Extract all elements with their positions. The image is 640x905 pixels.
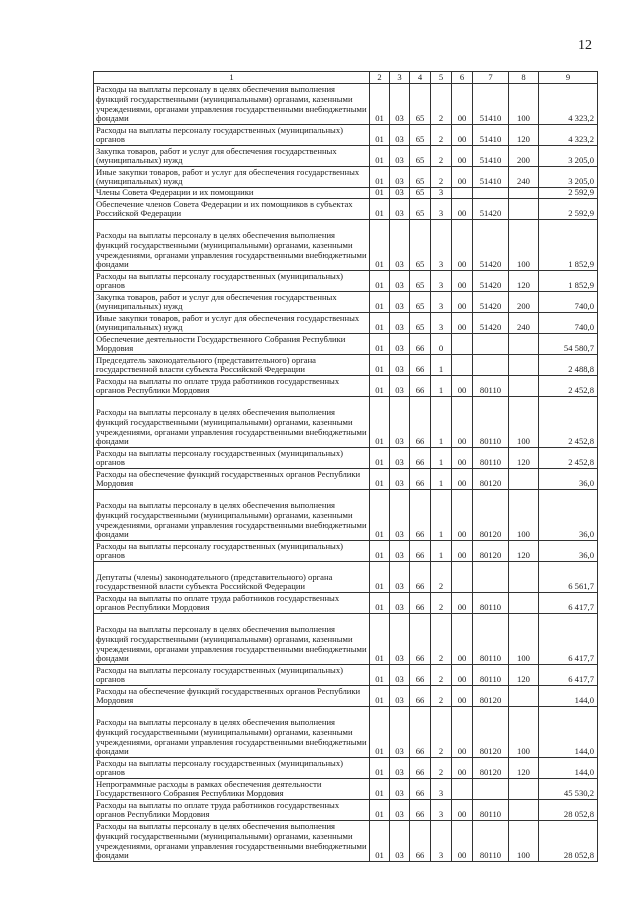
column-header: 4: [410, 72, 431, 84]
row-name: Депутаты (члены) законодательного (представительного) органа государственной власти субъекта Российской Федерации: [94, 562, 370, 593]
row-expense-type: [509, 188, 539, 199]
row-amount: 2 592,9: [539, 188, 598, 199]
row-direction-code: [473, 355, 509, 376]
row-amount: 4 323,2: [539, 125, 598, 146]
row-section: 01: [370, 686, 390, 707]
row-direction-code: 80110: [473, 448, 509, 469]
row-subsection: 03: [390, 593, 410, 614]
row-subprogram: 2: [431, 707, 452, 758]
row-amount: 1 852,9: [539, 271, 598, 292]
row-expense-type: 100: [509, 490, 539, 541]
row-expense-type: 120: [509, 271, 539, 292]
table-row: [94, 220, 598, 271]
row-section: 01: [370, 779, 390, 800]
row-name: Расходы на выплаты персоналу государственных (муниципальных) органов: [94, 541, 370, 562]
table-row: [94, 334, 598, 355]
table-row: [94, 593, 598, 614]
table-row: [94, 448, 598, 469]
row-amount: 1 852,9: [539, 220, 598, 271]
row-subprogram: 2: [431, 84, 452, 125]
row-subsection: 03: [390, 490, 410, 541]
row-subsection: 03: [390, 167, 410, 188]
row-program: 65: [410, 292, 431, 313]
row-direction: 00: [452, 707, 473, 758]
row-subsection: 03: [390, 313, 410, 334]
row-subprogram: 3: [431, 800, 452, 821]
row-amount: 144,0: [539, 686, 598, 707]
row-expense-type: [509, 376, 539, 397]
table-row: [94, 800, 598, 821]
row-amount: 144,0: [539, 707, 598, 758]
row-subsection: 03: [390, 821, 410, 862]
row-name: Расходы на обеспечение функций государственных органов Республики Мордовия: [94, 686, 370, 707]
row-direction-code: [473, 779, 509, 800]
row-subprogram: 2: [431, 614, 452, 665]
row-direction: 00: [452, 397, 473, 448]
row-direction-code: 80110: [473, 800, 509, 821]
row-amount: 740,0: [539, 313, 598, 334]
row-name: Расходы на выплаты персоналу государственных (муниципальных) органов: [94, 125, 370, 146]
row-subsection: 03: [390, 800, 410, 821]
row-direction: [452, 562, 473, 593]
row-direction: 00: [452, 376, 473, 397]
table-row: [94, 541, 598, 562]
row-section: 01: [370, 355, 390, 376]
row-name: Расходы на выплаты персоналу государственных (муниципальных) органов: [94, 448, 370, 469]
row-direction: 00: [452, 593, 473, 614]
row-subsection: 03: [390, 220, 410, 271]
row-subsection: 03: [390, 541, 410, 562]
row-subsection: 03: [390, 686, 410, 707]
row-direction: 00: [452, 541, 473, 562]
row-direction: [452, 355, 473, 376]
table-row: [94, 125, 598, 146]
table-row: [94, 84, 598, 125]
row-section: 01: [370, 665, 390, 686]
row-subprogram: 3: [431, 313, 452, 334]
row-subsection: 03: [390, 469, 410, 490]
row-direction: 00: [452, 469, 473, 490]
row-section: 01: [370, 593, 390, 614]
row-subprogram: 2: [431, 686, 452, 707]
row-direction: 00: [452, 292, 473, 313]
row-subsection: 03: [390, 448, 410, 469]
row-direction: 00: [452, 665, 473, 686]
column-header: 5: [431, 72, 452, 84]
row-program: 66: [410, 758, 431, 779]
row-amount: 6 417,7: [539, 593, 598, 614]
row-amount: 2 452,8: [539, 397, 598, 448]
row-direction: 00: [452, 800, 473, 821]
row-name: Обеспечение деятельности Государственного Собрания Республики Мордовия: [94, 334, 370, 355]
table-row: [94, 490, 598, 541]
row-section: 01: [370, 541, 390, 562]
row-expense-type: [509, 334, 539, 355]
row-section: 01: [370, 707, 390, 758]
row-subprogram: 1: [431, 541, 452, 562]
row-subsection: 03: [390, 397, 410, 448]
row-program: 66: [410, 821, 431, 862]
row-direction-code: 51420: [473, 199, 509, 220]
row-name: Расходы на выплаты персоналу государственных (муниципальных) органов: [94, 271, 370, 292]
row-amount: 2 452,8: [539, 376, 598, 397]
table-row: [94, 397, 598, 448]
row-direction: 00: [452, 686, 473, 707]
row-name: Расходы на выплаты по оплате труда работников государственных органов Республики Мордовия: [94, 800, 370, 821]
row-name: Расходы на выплаты персоналу в целях обеспечения выполнения функций государственными (муниципальными) органами, казенными учреждениями, органами управления государственными внебюджетными фондами: [94, 397, 370, 448]
row-expense-type: 100: [509, 707, 539, 758]
row-subsection: 03: [390, 355, 410, 376]
row-direction-code: 80120: [473, 469, 509, 490]
row-subsection: 03: [390, 758, 410, 779]
row-direction-code: 80110: [473, 397, 509, 448]
table-row: [94, 779, 598, 800]
row-direction: 00: [452, 758, 473, 779]
row-subprogram: 1: [431, 355, 452, 376]
row-subsection: 03: [390, 84, 410, 125]
row-program: 66: [410, 448, 431, 469]
row-subprogram: 3: [431, 779, 452, 800]
row-program: 66: [410, 665, 431, 686]
row-name: Расходы на выплаты по оплате труда работников государственных органов Республики Мордовия: [94, 593, 370, 614]
row-expense-type: 200: [509, 146, 539, 167]
row-section: 01: [370, 376, 390, 397]
row-subsection: 03: [390, 614, 410, 665]
row-name: Расходы на выплаты персоналу в целях обеспечения выполнения функций государственными (муниципальными) органами, казенными учреждениями, органами управления государственными внебюджетными фондами: [94, 490, 370, 541]
row-name: Расходы на обеспечение функций государственных органов Республики Мордовия: [94, 469, 370, 490]
row-section: 01: [370, 397, 390, 448]
row-expense-type: 100: [509, 821, 539, 862]
row-subprogram: 2: [431, 125, 452, 146]
row-program: 65: [410, 199, 431, 220]
row-section: 01: [370, 448, 390, 469]
row-name: Обеспечение членов Совета Федерации и их помощников в субъектах Российской Федерации: [94, 199, 370, 220]
row-section: 01: [370, 614, 390, 665]
row-amount: 740,0: [539, 292, 598, 313]
row-program: 65: [410, 167, 431, 188]
row-direction: [452, 779, 473, 800]
row-subprogram: 3: [431, 821, 452, 862]
row-direction-code: 51410: [473, 84, 509, 125]
table-body: [94, 84, 598, 862]
table-row: [94, 188, 598, 199]
row-amount: 45 530,2: [539, 779, 598, 800]
row-section: 01: [370, 167, 390, 188]
row-subprogram: 1: [431, 469, 452, 490]
row-program: 66: [410, 686, 431, 707]
row-expense-type: [509, 355, 539, 376]
row-amount: 2 592,9: [539, 199, 598, 220]
table-row: [94, 758, 598, 779]
row-expense-type: [509, 779, 539, 800]
column-header: 1: [94, 72, 370, 84]
column-header: 7: [473, 72, 509, 84]
row-direction: 00: [452, 313, 473, 334]
column-header: 6: [452, 72, 473, 84]
row-subsection: 03: [390, 146, 410, 167]
row-direction-code: [473, 562, 509, 593]
row-amount: 28 052,8: [539, 800, 598, 821]
row-section: 01: [370, 146, 390, 167]
row-expense-type: 120: [509, 541, 539, 562]
row-amount: 28 052,8: [539, 821, 598, 862]
row-subprogram: 2: [431, 146, 452, 167]
table-row: [94, 167, 598, 188]
row-program: 66: [410, 334, 431, 355]
row-section: 01: [370, 125, 390, 146]
row-section: 01: [370, 220, 390, 271]
row-expense-type: 100: [509, 84, 539, 125]
row-name: Расходы на выплаты персоналу в целях обеспечения выполнения функций государственными (муниципальными) органами, казенными учреждениями, органами управления государственными внебюджетными фондами: [94, 707, 370, 758]
row-subprogram: 3: [431, 188, 452, 199]
page-number: 12: [578, 38, 592, 53]
table-row: [94, 562, 598, 593]
row-direction: 00: [452, 448, 473, 469]
row-expense-type: 120: [509, 448, 539, 469]
row-direction-code: 80110: [473, 614, 509, 665]
row-program: 66: [410, 541, 431, 562]
row-program: 65: [410, 146, 431, 167]
header-row: [94, 72, 598, 84]
row-direction: 00: [452, 146, 473, 167]
row-subsection: 03: [390, 376, 410, 397]
row-program: 66: [410, 779, 431, 800]
row-program: 65: [410, 313, 431, 334]
row-direction: 00: [452, 490, 473, 541]
row-section: 01: [370, 313, 390, 334]
row-expense-type: 100: [509, 397, 539, 448]
row-amount: 4 323,2: [539, 84, 598, 125]
row-name: Закупка товаров, работ и услуг для обеспечения государственных (муниципальных) нужд: [94, 146, 370, 167]
row-subprogram: 3: [431, 220, 452, 271]
row-name: Иные закупки товаров, работ и услуг для обеспечения государственных (муниципальных) нужд: [94, 167, 370, 188]
row-subprogram: 0: [431, 334, 452, 355]
row-subprogram: 1: [431, 397, 452, 448]
row-direction: 00: [452, 125, 473, 146]
row-subprogram: 2: [431, 665, 452, 686]
row-subprogram: 2: [431, 562, 452, 593]
budget-table: [93, 71, 598, 862]
row-amount: 3 205,0: [539, 167, 598, 188]
row-program: 65: [410, 125, 431, 146]
row-direction-code: 51410: [473, 146, 509, 167]
row-subsection: 03: [390, 125, 410, 146]
table-row: [94, 313, 598, 334]
row-program: 65: [410, 84, 431, 125]
row-expense-type: [509, 469, 539, 490]
row-amount: 36,0: [539, 541, 598, 562]
row-direction-code: [473, 334, 509, 355]
row-subprogram: 2: [431, 593, 452, 614]
row-amount: 36,0: [539, 469, 598, 490]
row-subsection: 03: [390, 562, 410, 593]
row-subsection: 03: [390, 334, 410, 355]
row-program: 66: [410, 800, 431, 821]
row-amount: 2 488,8: [539, 355, 598, 376]
row-section: 01: [370, 490, 390, 541]
row-subprogram: 2: [431, 758, 452, 779]
row-amount: 144,0: [539, 758, 598, 779]
row-expense-type: 100: [509, 220, 539, 271]
row-program: 66: [410, 593, 431, 614]
row-direction-code: 51410: [473, 167, 509, 188]
row-amount: 6 417,7: [539, 665, 598, 686]
row-name: Закупка товаров, работ и услуг для обеспечения государственных (муниципальных) нужд: [94, 292, 370, 313]
row-name: Расходы на выплаты персоналу государственных (муниципальных) органов: [94, 758, 370, 779]
row-expense-type: 100: [509, 614, 539, 665]
row-name: Расходы на выплаты персоналу в целях обеспечения выполнения функций государственными (муниципальными) органами, казенными учреждениями, органами управления государственными внебюджетными фондами: [94, 84, 370, 125]
row-direction: [452, 334, 473, 355]
row-direction: 00: [452, 167, 473, 188]
row-direction-code: 80120: [473, 707, 509, 758]
row-subprogram: 3: [431, 292, 452, 313]
row-expense-type: 120: [509, 125, 539, 146]
row-program: 66: [410, 614, 431, 665]
row-subsection: 03: [390, 271, 410, 292]
table-row: [94, 271, 598, 292]
row-program: 65: [410, 188, 431, 199]
row-program: 65: [410, 220, 431, 271]
row-section: 01: [370, 800, 390, 821]
table-row: [94, 686, 598, 707]
row-subsection: 03: [390, 779, 410, 800]
row-direction-code: 80110: [473, 376, 509, 397]
row-section: 01: [370, 271, 390, 292]
table-row: [94, 146, 598, 167]
row-section: 01: [370, 821, 390, 862]
row-expense-type: 240: [509, 313, 539, 334]
row-expense-type: [509, 199, 539, 220]
row-subprogram: 3: [431, 271, 452, 292]
column-header: 3: [390, 72, 410, 84]
column-header: 8: [509, 72, 539, 84]
row-subsection: 03: [390, 665, 410, 686]
row-subsection: 03: [390, 292, 410, 313]
row-name: Иные закупки товаров, работ и услуг для обеспечения государственных (муниципальных) нужд: [94, 313, 370, 334]
table-row: [94, 355, 598, 376]
table-row: [94, 292, 598, 313]
row-section: 01: [370, 292, 390, 313]
row-subprogram: 1: [431, 376, 452, 397]
row-direction-code: 80110: [473, 593, 509, 614]
row-amount: 6 561,7: [539, 562, 598, 593]
row-section: 01: [370, 334, 390, 355]
row-direction-code: 51410: [473, 125, 509, 146]
row-program: 66: [410, 490, 431, 541]
row-program: 66: [410, 355, 431, 376]
row-direction-code: [473, 188, 509, 199]
row-expense-type: [509, 593, 539, 614]
row-expense-type: 200: [509, 292, 539, 313]
row-direction-code: 51420: [473, 271, 509, 292]
column-header: 2: [370, 72, 390, 84]
row-direction-code: 80110: [473, 665, 509, 686]
row-direction-code: 51420: [473, 220, 509, 271]
row-direction-code: 80120: [473, 490, 509, 541]
row-section: 01: [370, 758, 390, 779]
table-row: [94, 614, 598, 665]
row-name: Председатель законодательного (представительного) органа государственной власти субъекта Российской Федерации: [94, 355, 370, 376]
row-direction-code: 51420: [473, 313, 509, 334]
row-name: Расходы на выплаты персоналу в целях обеспечения выполнения функций государственными (муниципальными) органами, казенными учреждениями, органами управления государственными внебюджетными фондами: [94, 821, 370, 862]
row-direction-code: 80120: [473, 758, 509, 779]
row-name: Расходы на выплаты персоналу в целях обеспечения выполнения функций государственными (муниципальными) органами, казенными учреждениями, органами управления государственными внебюджетными фондами: [94, 220, 370, 271]
row-expense-type: [509, 562, 539, 593]
row-expense-type: [509, 686, 539, 707]
row-section: 01: [370, 188, 390, 199]
row-expense-type: 240: [509, 167, 539, 188]
row-amount: 6 417,7: [539, 614, 598, 665]
row-direction: 00: [452, 220, 473, 271]
row-direction: 00: [452, 614, 473, 665]
row-program: 66: [410, 707, 431, 758]
row-direction-code: 80110: [473, 821, 509, 862]
row-subprogram: 2: [431, 167, 452, 188]
row-direction: 00: [452, 84, 473, 125]
row-amount: 36,0: [539, 490, 598, 541]
row-amount: 3 205,0: [539, 146, 598, 167]
row-subsection: 03: [390, 188, 410, 199]
row-program: 65: [410, 271, 431, 292]
row-program: 66: [410, 469, 431, 490]
row-program: 66: [410, 376, 431, 397]
row-subsection: 03: [390, 707, 410, 758]
row-direction-code: 80120: [473, 686, 509, 707]
row-expense-type: 120: [509, 665, 539, 686]
row-name: Члены Совета Федерации и их помощники: [94, 188, 370, 199]
row-direction-code: 51420: [473, 292, 509, 313]
row-expense-type: [509, 800, 539, 821]
table-row: [94, 665, 598, 686]
row-section: 01: [370, 562, 390, 593]
column-header: 9: [539, 72, 598, 84]
row-name: Расходы на выплаты персоналу в целях обеспечения выполнения функций государственными (муниципальными) органами, казенными учреждениями, органами управления государственными внебюджетными фондами: [94, 614, 370, 665]
row-section: 01: [370, 469, 390, 490]
row-section: 01: [370, 84, 390, 125]
row-name: Расходы на выплаты по оплате труда работников государственных органов Республики Мордовия: [94, 376, 370, 397]
row-program: 66: [410, 562, 431, 593]
row-subprogram: 3: [431, 199, 452, 220]
row-subprogram: 1: [431, 448, 452, 469]
row-amount: 54 580,7: [539, 334, 598, 355]
row-subsection: 03: [390, 199, 410, 220]
table-row: [94, 707, 598, 758]
row-direction: 00: [452, 821, 473, 862]
row-amount: 2 452,8: [539, 448, 598, 469]
row-direction: 00: [452, 199, 473, 220]
row-program: 66: [410, 397, 431, 448]
row-expense-type: 120: [509, 758, 539, 779]
row-subprogram: 1: [431, 490, 452, 541]
row-name: Непрограммные расходы в рамках обеспечения деятельности Государственного Собрания Республики Мордовия: [94, 779, 370, 800]
row-direction: 00: [452, 271, 473, 292]
row-name: Расходы на выплаты персоналу государственных (муниципальных) органов: [94, 665, 370, 686]
row-section: 01: [370, 199, 390, 220]
table-row: [94, 469, 598, 490]
table-row: [94, 376, 598, 397]
table-row: [94, 199, 598, 220]
row-direction: [452, 188, 473, 199]
row-direction-code: 80120: [473, 541, 509, 562]
table-row: [94, 821, 598, 862]
